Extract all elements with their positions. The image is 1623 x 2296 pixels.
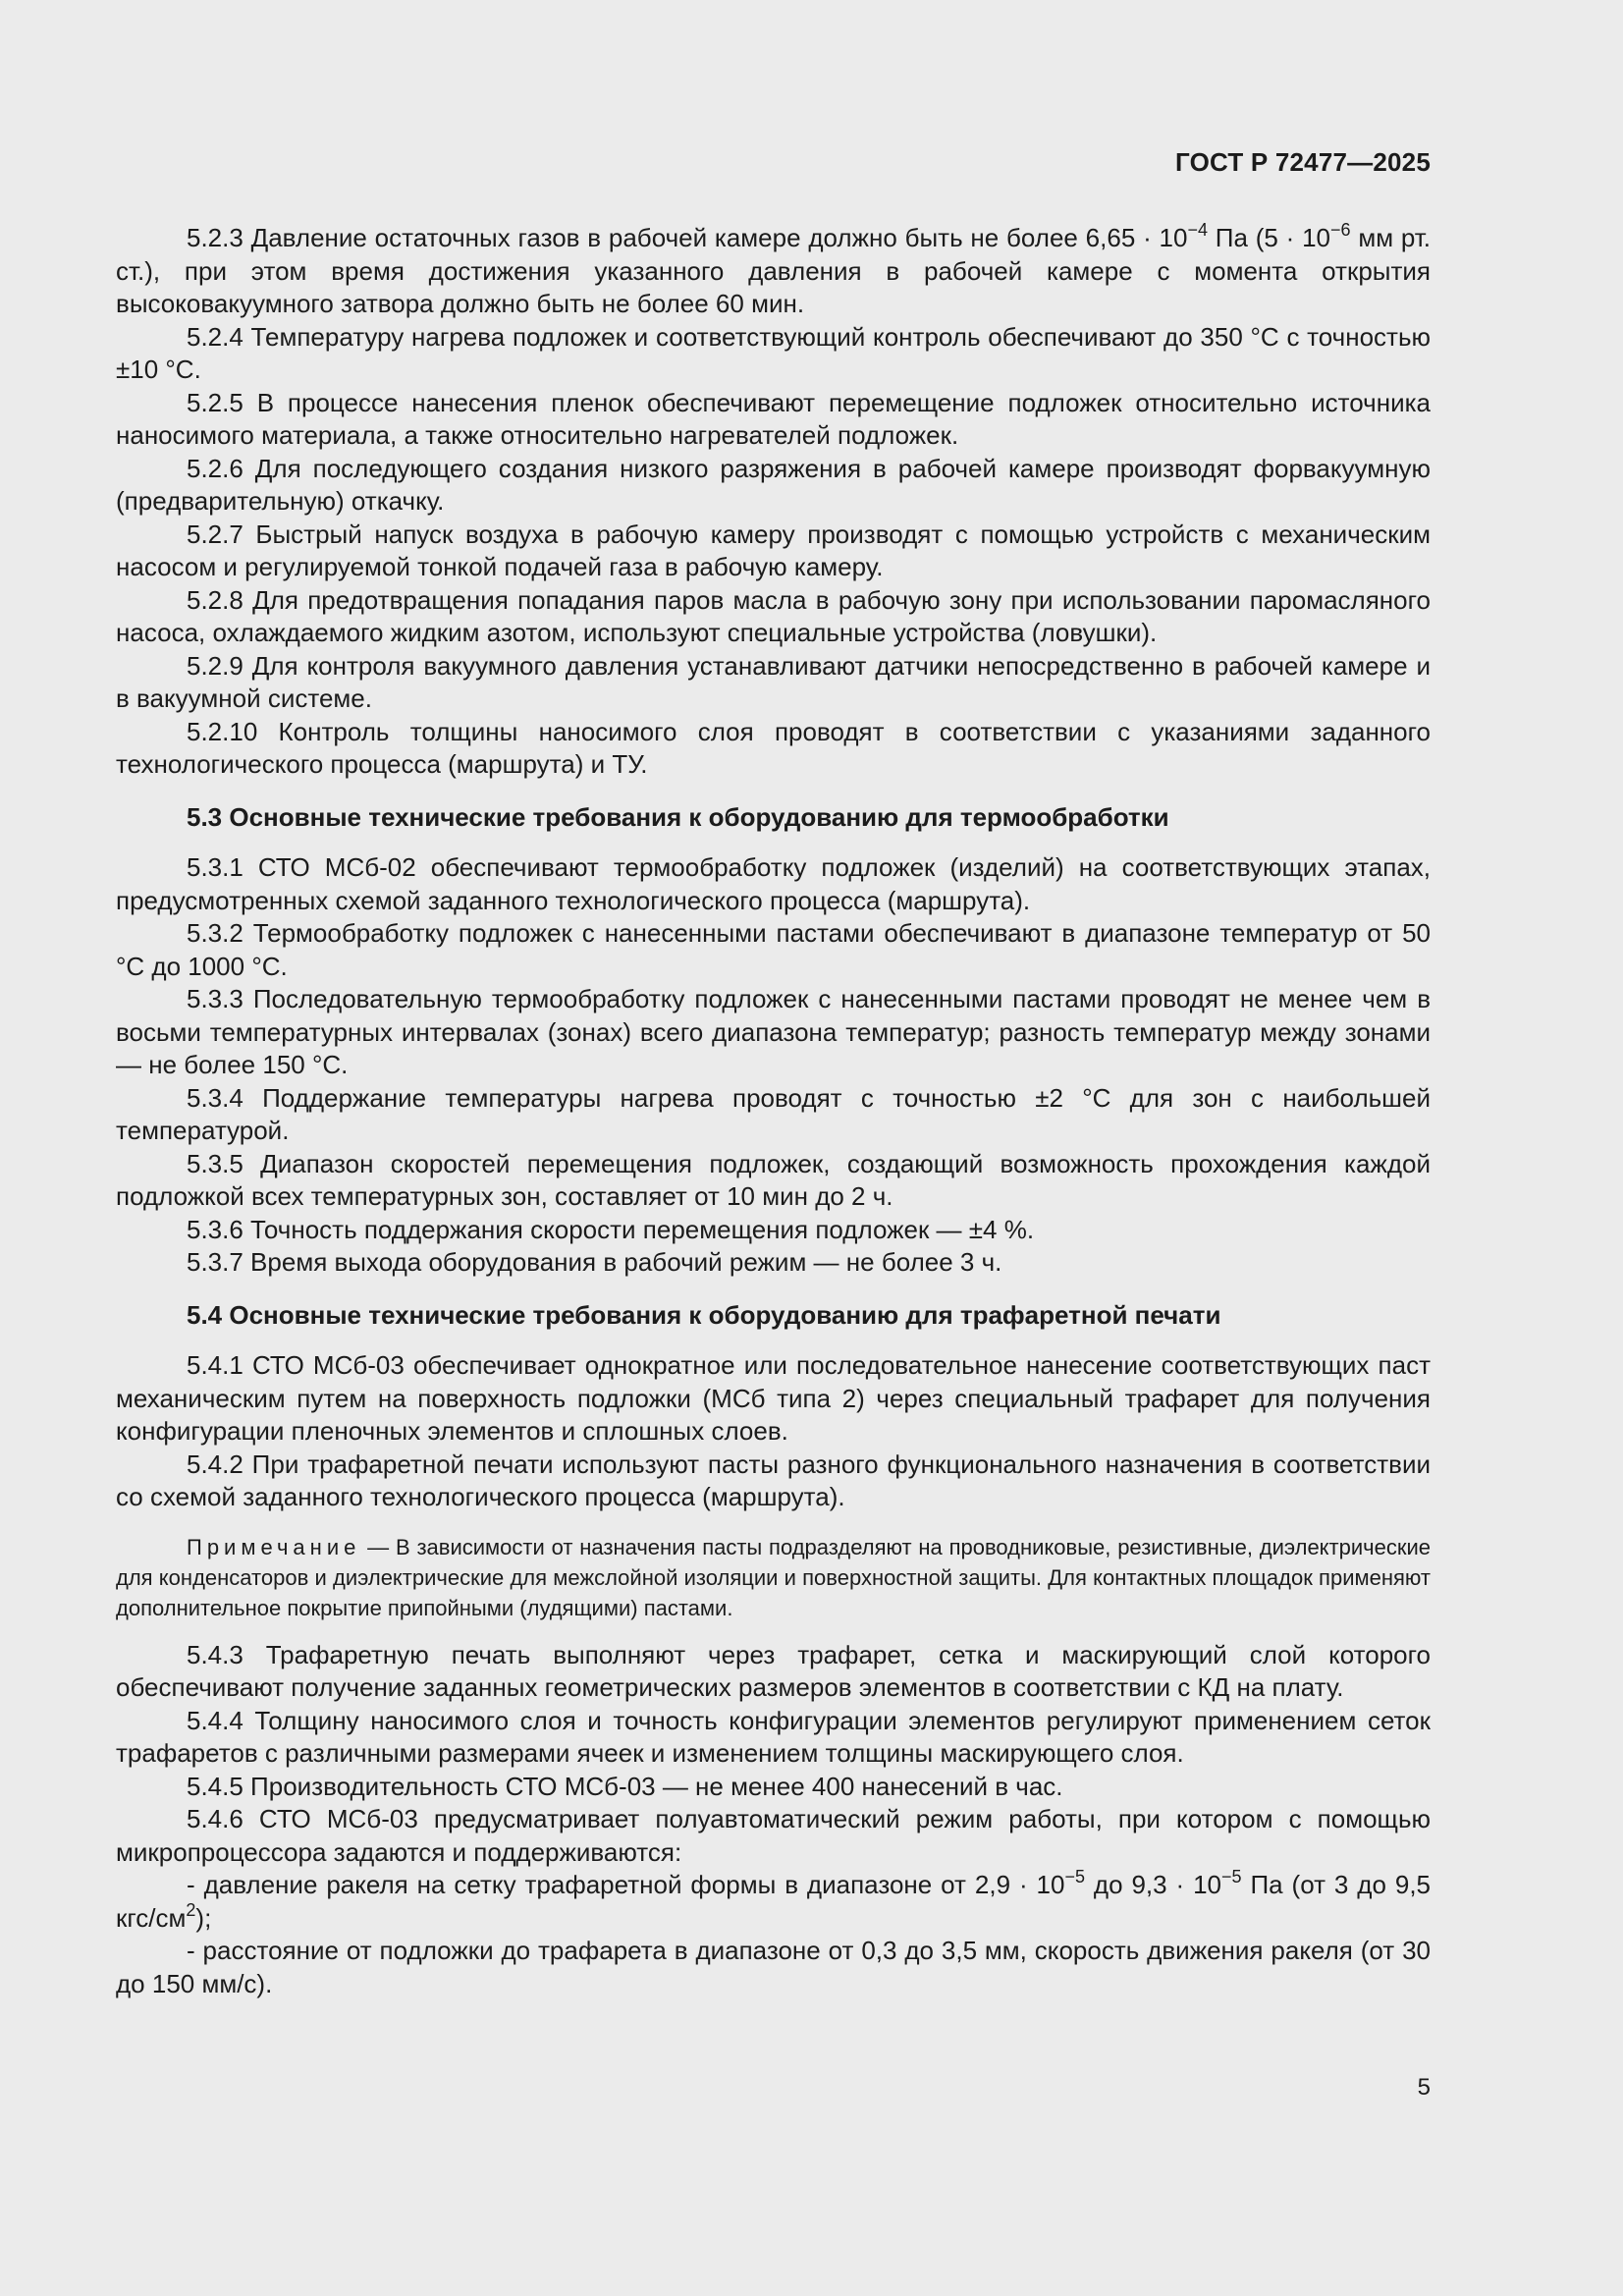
text-run: Па (от 3 до 9,5 кгс/см — [116, 1870, 1431, 1933]
paragraph-5-4-6: 5.4.6 СТО МСб-03 предусматривает полуавтоматический режим работы, при котором с помощью микропроцессора задаются и поддерживаются: — [116, 1804, 1431, 1867]
section-heading-5-3: 5.3 Основные технические требования к оборудованию для термообработки — [187, 801, 1169, 832]
paragraph-5-4-3: 5.4.3 Трафаретную печать выполняют через трафарет, сетка и маскирующий слой которого обеспечивают получение заданных геометрических размеров элементов в соответствии с КД на плату. — [116, 1639, 1431, 1702]
paragraph-5-3-1: 5.3.1 СТО МСб-02 обеспечивают термообработку подложек (изделий) на соответствующих этапах, предусмотренных схемой заданного технологического процесса (маршрута). — [116, 852, 1431, 915]
paragraph-5-2-5: 5.2.5 В процессе нанесения пленок обеспечивают перемещение подложек относительно источника наносимого материала, а также относительно нагревателей подложек. — [116, 387, 1431, 450]
list-item-pressure — [116, 1869, 1431, 1935]
paragraph-5-2-9: 5.2.9 Для контроля вакуумного давления устанавливают датчики непосредственно в рабочей камере и в вакуумной системе. — [116, 650, 1431, 713]
page-number: 5 — [1417, 2074, 1431, 2101]
paragraph-5-2-6: 5.2.6 Для последующего создания низкого разряжения в рабочей камере производят форвакуумную (предварительную) откачку. — [116, 453, 1431, 516]
document-header: ГОСТ Р 72477—2025 — [1175, 147, 1431, 177]
note-label: Примечание — [187, 1534, 361, 1559]
superscript: −5 — [1221, 1867, 1242, 1886]
note — [116, 1532, 1431, 1623]
section-heading-5-4: 5.4 Основные технические требования к оборудованию для трафаретной печати — [187, 1299, 1221, 1330]
paragraph-5-4-2: 5.4.2 При трафаретной печати используют пасты разного функционального назначения в соответствии со схемой заданного технологического процесса (маршрута). — [116, 1449, 1431, 1511]
paragraph-5-3-2: 5.3.2 Термообработку подложек с нанесенными пастами обеспечивают в диапазоне температур от 50 °С до 1000 °С. — [116, 918, 1431, 981]
paragraph-5-2-3 — [116, 222, 1431, 321]
text-run: до 9,3 · 10 — [1084, 1870, 1222, 1899]
text-run: 5.2.3 Давление остаточных газов в рабочей камере должно быть не более 6,65 · 10 — [187, 223, 1188, 252]
paragraph-5-2-10: 5.2.10 Контроль толщины наносимого слоя проводят в соответствии с указаниями заданного технологического процесса (маршрута) и ТУ. — [116, 716, 1431, 779]
text-run: - давление ракеля на сетку трафаретной формы в диапазоне от 2,9 · 10 — [187, 1870, 1065, 1899]
text-run: ); — [195, 1902, 212, 1933]
paragraph-5-4-5: 5.4.5 Производительность СТО МСб-03 — не менее 400 нанесений в час. — [187, 1771, 1063, 1801]
paragraph-5-2-7: 5.2.7 Быстрый напуск воздуха в рабочую камеру производят с помощью устройств с механическим насосом и регулируемой тонкой подачей газа в рабочую камеру. — [116, 519, 1431, 581]
superscript: 2 — [186, 1899, 196, 1920]
paragraph-5-2-4: 5.2.4 Температуру нагрева подложек и соответствующий контроль обеспечивают до 350 °С с точностью ±10 °С. — [116, 321, 1431, 384]
list-item-distance: - расстояние от подложки до трафарета в диапазоне от 0,3 до 3,5 мм, скорость движения ракеля (от 30 до 150 мм/с). — [116, 1936, 1431, 1998]
paragraph-5-3-3: 5.3.3 Последовательную термообработку подложек с нанесенными пастами проводят не менее чем в восьми температурных интервалах (зонах) всего диапазона температур; разность температур между зонами — не более 150 °С. — [116, 984, 1431, 1079]
superscript: −6 — [1330, 220, 1351, 240]
paragraph-5-4-1: 5.4.1 СТО МСб-03 обеспечивает однократное или последовательное нанесение соответствующих паст механическим путем на поверхность подложки (МСб типа 2) через специальный трафарет для получения конфигурации пленочных элементов и сплошных слоев. — [116, 1350, 1431, 1446]
paragraph-5-3-5: 5.3.5 Диапазон скоростей перемещения подложек, создающий возможность прохождения каждой подложкой всех температурных зон, составляет от 10 мин до 2 ч. — [116, 1148, 1431, 1211]
paragraph-5-3-7: 5.3.7 Время выхода оборудования в рабочий режим — не более 3 ч. — [187, 1247, 1002, 1277]
note-text: — В зависимости от назначения пасты подразделяют на проводниковые, резистивные, диэлектрические для конденсаторов и диэлектрические для межслойной изоляции и поверхностной защиты. Для контактных площадок применяют дополнительное покрытие припойными (лудящими) пастами. — [116, 1534, 1431, 1620]
paragraph-5-2-8: 5.2.8 Для предотвращения попадания паров масла в рабочую зону при использовании паромасляного насоса, охлаждаемого жидким азотом, используют специальные устройства (ловушки). — [116, 584, 1431, 647]
text-run: Па (5 · 10 — [1207, 223, 1330, 252]
superscript: −4 — [1187, 220, 1208, 240]
paragraph-5-4-4: 5.4.4 Толщину наносимого слоя и точность конфигурации элементов регулируют применением сеток трафаретов с различными размерами ячеек и изменением толщины маскирующего слоя. — [116, 1705, 1431, 1768]
document-body — [116, 222, 1431, 2000]
text-run: мм рт. ст.), при этом время достижения указанного давления в рабочей камере с момента открытия высоковакуумного затвора должно быть не более 60 мин. — [116, 223, 1431, 318]
paragraph-5-3-6: 5.3.6 Точность поддержания скорости перемещения подложек — ±4 %. — [187, 1214, 1035, 1244]
paragraph-5-3-4: 5.3.4 Поддержание температуры нагрева проводят с точностью ±2 °С для зон с наибольшей температурой. — [116, 1082, 1431, 1145]
superscript: −5 — [1064, 1867, 1085, 1886]
